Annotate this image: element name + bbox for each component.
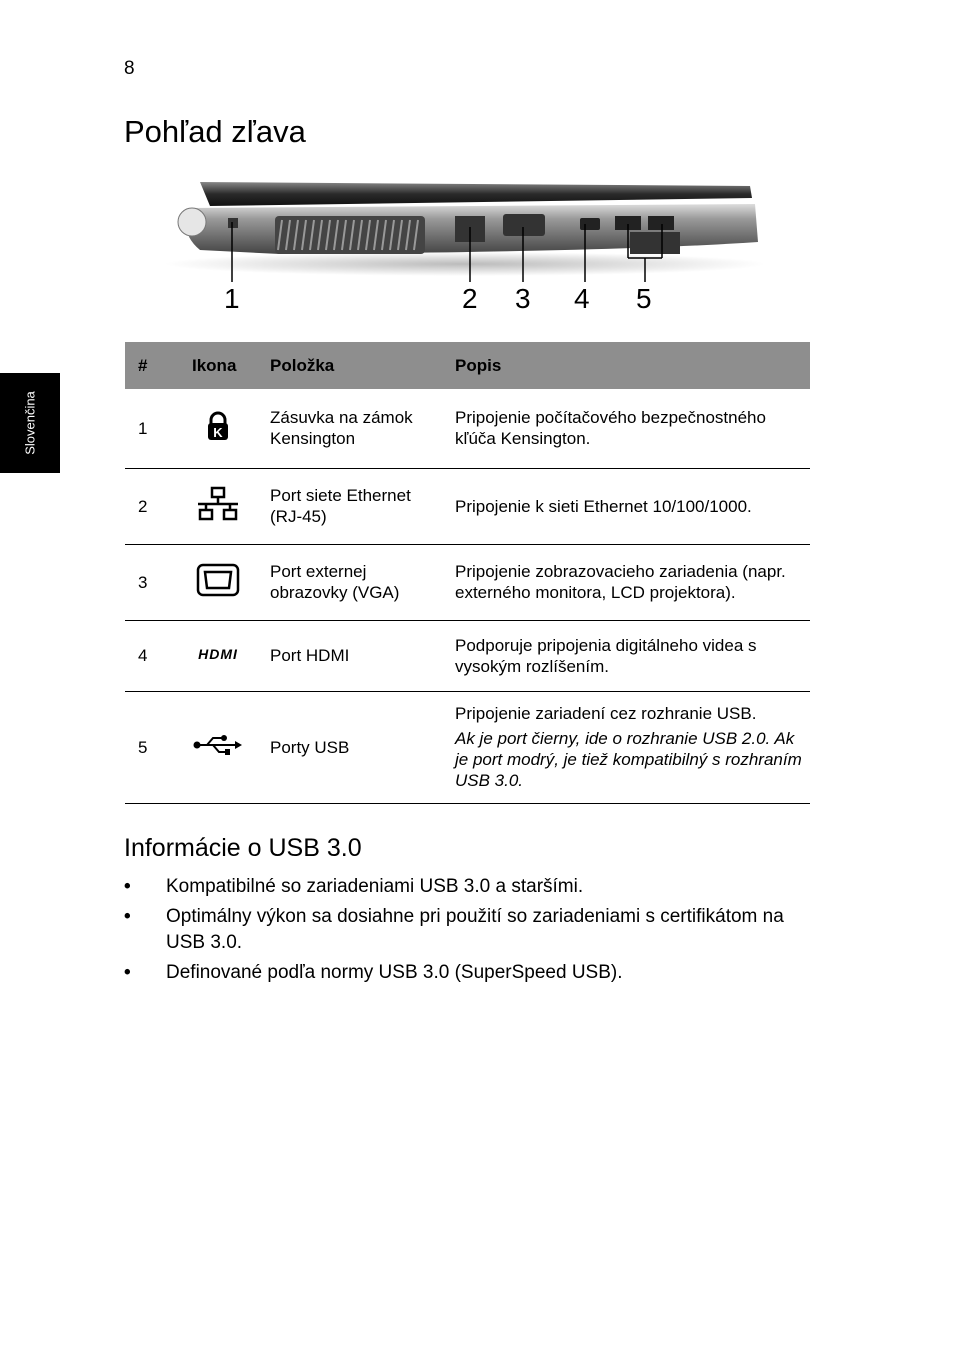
svg-text:K: K: [213, 424, 223, 440]
row-number: 4: [138, 646, 148, 665]
table-row: [125, 691, 810, 803]
list-item: • Definované podľa normy USB 3.0 (SuperSpeed USB).: [124, 960, 814, 986]
table-row: [125, 620, 810, 691]
callout-3: 3: [515, 283, 531, 314]
table-header-row: [125, 342, 810, 389]
header-description: Popis: [455, 355, 502, 375]
kensington-lock-icon: [179, 389, 257, 468]
header-number: #: [138, 355, 148, 375]
usb-bullet-list: [124, 874, 814, 990]
table-row: [125, 468, 810, 544]
usb-icon: [179, 691, 257, 803]
callout-4: 4: [574, 283, 590, 314]
ports-table: [125, 342, 810, 804]
row-description: Pripojenie zariadení cez rozhranie USB.: [455, 704, 757, 723]
row-item: Port HDMI: [270, 646, 350, 665]
callout-2: 2: [462, 283, 478, 314]
row-item: Zásuvka na zámok Kensington: [270, 408, 413, 449]
callout-1: 1: [224, 283, 240, 314]
hdmi-icon: [179, 620, 257, 691]
ethernet-icon: [179, 468, 257, 544]
row-number: 2: [138, 496, 148, 516]
list-item: • Kompatibilné so zariadeniami USB 3.0 a staršími.: [124, 874, 814, 900]
header-icon: Ikona: [192, 355, 237, 375]
row-description-cell: [442, 691, 810, 803]
row-description: Pripojenie k sieti Ethernet 10/100/1000.: [455, 496, 752, 516]
row-item: Port siete Ethernet (RJ-45): [270, 486, 411, 526]
page-title: Pohľad zľava: [124, 114, 306, 149]
svg-text:HDMI: HDMI: [198, 647, 238, 661]
row-number: 3: [138, 572, 148, 592]
callout-5: 5: [636, 283, 652, 314]
list-item: • Optimálny výkon sa dosiahne pri použití so zariadeniami s certifikátom na USB 3.0.: [124, 904, 814, 956]
row-description: Pripojenie zobrazovacieho zariadenia (napr. externého monitora, LCD projektora).: [455, 562, 786, 602]
table-row: [125, 389, 810, 468]
vga-icon: [179, 544, 257, 620]
row-number: 1: [138, 418, 148, 438]
page-number: 8: [124, 58, 135, 79]
row-number: 5: [138, 737, 148, 757]
row-description: Podporuje pripojenia digitálneho videa s vysokým rozlíšením.: [455, 635, 757, 676]
row-item: Porty USB: [270, 737, 350, 757]
header-item: Položka: [270, 355, 335, 375]
row-item: Port externej obrazovky (VGA): [270, 562, 400, 602]
language-side-tab: [0, 373, 60, 473]
side-tab-label: Slovenčina: [22, 391, 38, 455]
row-description-note: Ak je port čierny, ide o rozhranie USB 2.0. Ak je port modrý, je tiež kompatibilný s rozhraním USB 3.0.: [455, 729, 802, 790]
table-row: [125, 544, 810, 620]
usb-section-heading: Informácie o USB 3.0: [124, 834, 362, 862]
row-description: Pripojenie počítačového bezpečnostného kľúča Kensington.: [455, 408, 766, 449]
